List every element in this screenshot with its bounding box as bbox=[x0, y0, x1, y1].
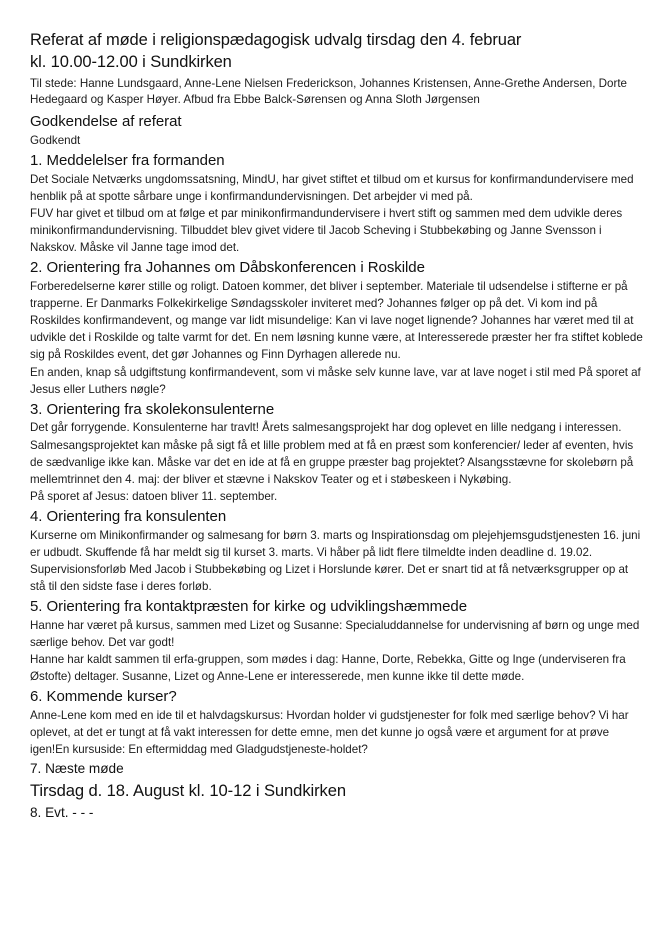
section-6 bbox=[30, 687, 646, 758]
section-3-heading: 3. Orientering fra skolekonsulenterne bbox=[30, 400, 275, 418]
document-title-line-1: Referat af møde i religionspædagogisk udvalg tirsdag den 4. februar bbox=[30, 31, 522, 49]
section-4-heading: 4. Orientering fra konsulenten bbox=[30, 507, 227, 525]
section-4-paragraph-2: Supervisionsforløb Med Jacob i Stubbekøbing og Lizet i Horslunde kører. Det er snart tid at få netværksgrupper op at stå til den sidste fase i deres forløb. bbox=[30, 562, 629, 594]
approval-text: Godkendt bbox=[30, 133, 81, 147]
section-5-paragraph-2: Hanne har kaldt sammen til erfa-gruppen, som mødes i dag: Hanne, Dorte, Rebekka, Gitte og Inge (underviseren fra Østofte) deltager. Susanne, Lizet og Anne-Lene er interesserede, men kunne ikke til dette møde. bbox=[30, 653, 626, 684]
section-3-paragraph-2: På sporet af Jesus: datoen bliver 11. september. bbox=[30, 489, 278, 503]
section-2-paragraph-1: Forberedelserne kører stille og roligt. Datoen kommer, det bliver i september. Materiale til udsendelse i stifterne er på trapperne. Er Danmarks Folkekirkelige Søndagsskoler inviteret med? Johannes følger op på det. Vi kom ind på Roskildes konfirmandevent, og mange var lidt misundelige: Kan vi lave noget lignende? Johannes har været med til at udvikle det i Roskilde og talte varmt for det. En nem løsning kunne være, at Interesserede præster her fra stiftet koblede sig på Roskildes event, det gør Johannes og Finn Dyrhagen allerede nu. bbox=[30, 280, 643, 362]
approval-heading: Godkendelse af referat bbox=[30, 113, 182, 131]
section-4 bbox=[30, 507, 646, 595]
section-1-paragraph-1: Det Sociale Netværks ungdomssatsning, MindU, har givet stiftet et tilbud om et kursus for konfirmandundervisere med henblik på at spotte sårbare unge i konfirmandundervisningen. Det arbejder vi med på. bbox=[30, 172, 634, 203]
attendance-list: Til stede: Hanne Lundsgaard, Anne-Lene Nielsen Frederickson, Johannes Kristensen, Anne-Grethe Andersen, Dorte Hedegaard og Kasper Høyer. Afbud fra Ebbe Balck-Sørensen og Anna Sloth Jørgensen bbox=[30, 76, 628, 107]
section-4-paragraph-1: Kurserne om Minikonfirmander og salmesang for børn 3. marts og Inspirationsdag om plejehjemsgudstjenesten 16. juni er udbudt. Skuffende få har meldt sig til kurset 3. marts. Vi håber på lidt flere tilmeldte inden deadline d. 19.02. bbox=[30, 528, 641, 559]
section-2-heading: 2. Orientering fra Johannes om Dåbskonferencen i Roskilde bbox=[30, 259, 425, 277]
section-3 bbox=[30, 400, 646, 505]
section-1 bbox=[30, 151, 646, 256]
section-2-paragraph-2: En anden, knap så udgiftstung konfirmandevent, som vi måske selv kunne lave, var at lave noget i stil med På sporet af Jesus eller Luthers nøgle? bbox=[30, 365, 641, 396]
next-meeting-value: Tirsdag d. 18. August kl. 10-12 i Sundkirken bbox=[30, 780, 346, 800]
section-5-heading: 5. Orientering fra kontaktpræsten for kirke og udviklingshæmmede bbox=[30, 598, 468, 616]
section-8-heading: 8. Evt. - - - bbox=[30, 804, 94, 820]
document-title-line-2: kl. 10.00-12.00 i Sundkirken bbox=[30, 52, 232, 71]
section-8 bbox=[30, 804, 646, 822]
section-7-heading: 7. Næste møde bbox=[30, 761, 124, 777]
section-1-paragraph-2: FUV har givet et tilbud om at følge et par minikonfirmandundervisere i hvert stift og sammen med dem udvikle deres minikonfirmandundervisning. Tilbuddet blev givet videre til Jacob Scheving i Stubbekøbing og Janne Svensson i Nakskov. Måske vil Janne tage imod det. bbox=[30, 206, 623, 255]
section-5 bbox=[30, 597, 646, 685]
section-5-paragraph-1: Hanne har været på kursus, sammen med Lizet og Susanne: Specialuddannelse for undervisning af børn og unge med særlige behov. Det var godt! bbox=[30, 618, 640, 650]
document-title bbox=[30, 30, 646, 74]
section-1-heading: 1. Meddelelser fra formanden bbox=[30, 151, 225, 169]
section-6-heading: 6. Kommende kurser? bbox=[30, 688, 177, 706]
section-3-paragraph-1: Det går forrygende. Konsulenterne har travlt! Årets salmesangsprojekt har dog oplevet en lille nedgang i interessen. Salmesangsprojektet kan måske på sigt få et lille problem med at få en præst som konferencier/ leder af eventen, hvis de sædvanlige ikke kan. Måske var det en ide at få en gruppe præster bag projektet? Alsangsstævne for skolebørn på mellemtrinnet den 4. maj: der bliver et stævne i Nakskov Teater og et i støbeskeen i Nykøbing. bbox=[30, 421, 634, 486]
section-6-paragraph-1: Anne-Lene kom med en ide til et halvdagskursus: Hvordan holder vi gudstjenester for folk med særlige behov? Vi har oplevet, at det er tungt at få vakt interessen for dette emne, men det kunne jo også være et argument for at prøve igen!En kursuside: En eftermiddag med Gladgudstjeneste-holdet? bbox=[30, 709, 629, 757]
section-7 bbox=[30, 760, 646, 801]
section-2 bbox=[30, 258, 646, 397]
